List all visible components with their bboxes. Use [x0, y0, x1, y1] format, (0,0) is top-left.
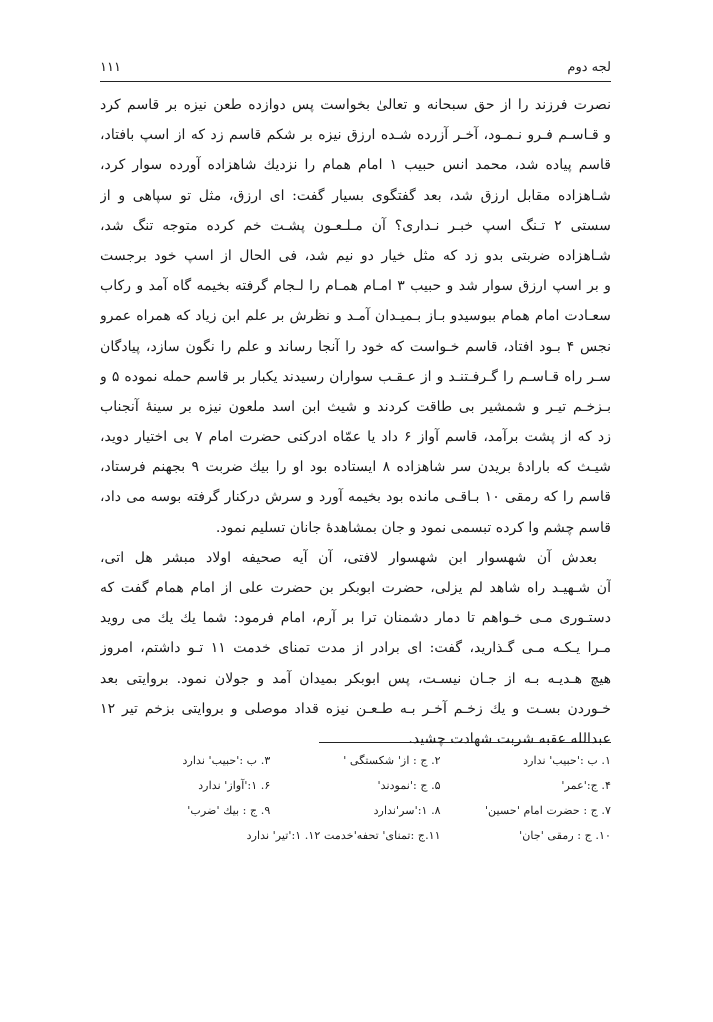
footnote: ۸. ۱:'سر'ندارد [373, 804, 441, 817]
footnote: ۴. ج:'عمر' [561, 779, 611, 792]
footnotes [100, 748, 611, 848]
main-text [100, 90, 611, 754]
page-number: ۱۱۱ [100, 60, 121, 75]
footnote-row [100, 773, 611, 798]
footnote: ۳. ب :'حبیب' ندارد [182, 754, 271, 767]
text-line: بـزخـم تیـر و شمشیر بی طاقت کردند و شیث ابن اسد ملعون نیزه بر سینهٔ آنجناب [100, 398, 611, 415]
footnote: ۶. ۱:'آواز' ندارد [198, 779, 271, 792]
text-line: شـاهزاده ضربتی بدو زد که مثل خیار دو نیم شد، فی الحال از اسپ خود برجست [100, 247, 611, 264]
footnote: ۲. ج : از' شکستگی ' [343, 754, 441, 767]
footnote-row [100, 823, 611, 848]
footnote: ۵. ج :'نمودند' [377, 779, 441, 792]
text-line: زد که از پشت برآمد، قاسم آواز ۶ داد یا عمّاه ادرکنی حضرت امام ۷ بی اختیار دوید، [100, 429, 611, 446]
text-line: شـاهزاده مقابل ارزق شد، بعد گفتگوی بسیار گفت: ای ارزق، مثل تو سپاهی و از [100, 187, 611, 204]
text-line: قاسم پیاده شد، محمد انس حبیب ۱ امام همام را نزدیك شاهزاده آورده سوار کرد، [100, 157, 611, 174]
footnote-divider [319, 742, 611, 743]
text-line: شیـث که بارادهٔ بریدن سر شاهزاده ۸ ایستاده بود او را بیك ضربت ۹ بجهنم فرستاد، [100, 459, 611, 476]
text-line: نصرت فرزند را از حق سبحانه و تعالیٰ بخواست پس دوازده طعن نیزه بر قاسم کرد [100, 97, 611, 113]
text-line: سعـادت امام همام ببوسیدو بـاز بـمیـدان آمـد و نظرش بر علم ابن زیاد که همراه عمرو [100, 308, 611, 325]
footnote: ۱۰. ج : رمقی 'جان' [519, 829, 611, 842]
text-line: و بر اسپ ارزق سوار شد و حبیب ۳ امـام همـام را لـجام گرفته بخیمه گاه آمد و رکاب [100, 278, 611, 295]
text-line: آن شـهیـد راه شاهد لم یزلی، حضرت ابوبکر بن حضرت علی از امام همام گفت که [100, 580, 611, 596]
footnote: ۱۱.ج :تمنای' تحفه'خدمت ۱۲. ۱:'تیر' ندارد [246, 829, 441, 842]
text-line: قاسم را که رمقی ۱۰ بـاقـی مانده بود بخیمه آورد و سرش درکنار گرفته بوسه می داد، [100, 489, 611, 506]
footnote: ۱. ب :'حبیب' ندارد [523, 754, 611, 767]
page-header [100, 60, 611, 82]
text-line: هیچ هـدیـه بـه از جـان نیسـت، پس ابوبکر بمیدان آمد و جولان نمود. بروایتی بعد [100, 670, 611, 687]
text-line: دستـوری مـی خـواهم تا دمار دشمنان ترا بر آرم، امام فرمود: شما یك یك می روید [100, 610, 611, 627]
footnote-row [100, 798, 611, 823]
footnote-row [100, 748, 611, 773]
text-line: مـرا یـکـه مـی گـذارید، گفت: ای برادر از مدت تمنای خدمت ۱۱ تـو داشتم، امروز [100, 640, 611, 657]
running-title: لجه دوم [567, 60, 611, 75]
header-divider [100, 81, 611, 82]
footnote: ۷. ج : حضرت امام 'حسین' [484, 804, 611, 817]
text-line: نجس ۴ بـود افتاد، قاسم خـواست که خود را آنجا رساند و علم را نگون سازد، پیادگان [100, 338, 611, 355]
text-line: سستی ۲ تـنگ اسپ خبـر نـداری؟ آن مـلـعـون پشـت خم کرده متوجه تنگ شد، [100, 217, 611, 234]
text-line: و قـاسـم فـرو نـمـود، آخـر آزرده شـده ارزق نیزه بر شکم قاسم زد که از اسپ بافتاد، [100, 127, 611, 144]
text-line: عبدالله عقبه شربت شهادت چشید. [408, 730, 611, 747]
text-line: بعدش آن شهسوار ابن شهسوار لافتی، آن آیه صحیفه اولاد مبشر هل اتی، [100, 549, 597, 566]
text-line: قاسم چشم وا کرده تبسمی نمود و جان بمشاهدهٔ جانان تسلیم نمود. [215, 519, 611, 536]
text-line: سـر راه قـاسـم را گـرفـتنـد و از عـقـب سواران رسیدند یکبار بر قاسم حمله نموده ۵ و [100, 368, 611, 385]
text-line: خـوردن بسـت و یك زخـم آخـر بـه طـعـن نیزه قداد موصلی و بروایتی بزخم تیر ۱۲ [100, 700, 611, 717]
footnote: ۹. ج : بیك 'ضرب' [187, 804, 271, 817]
